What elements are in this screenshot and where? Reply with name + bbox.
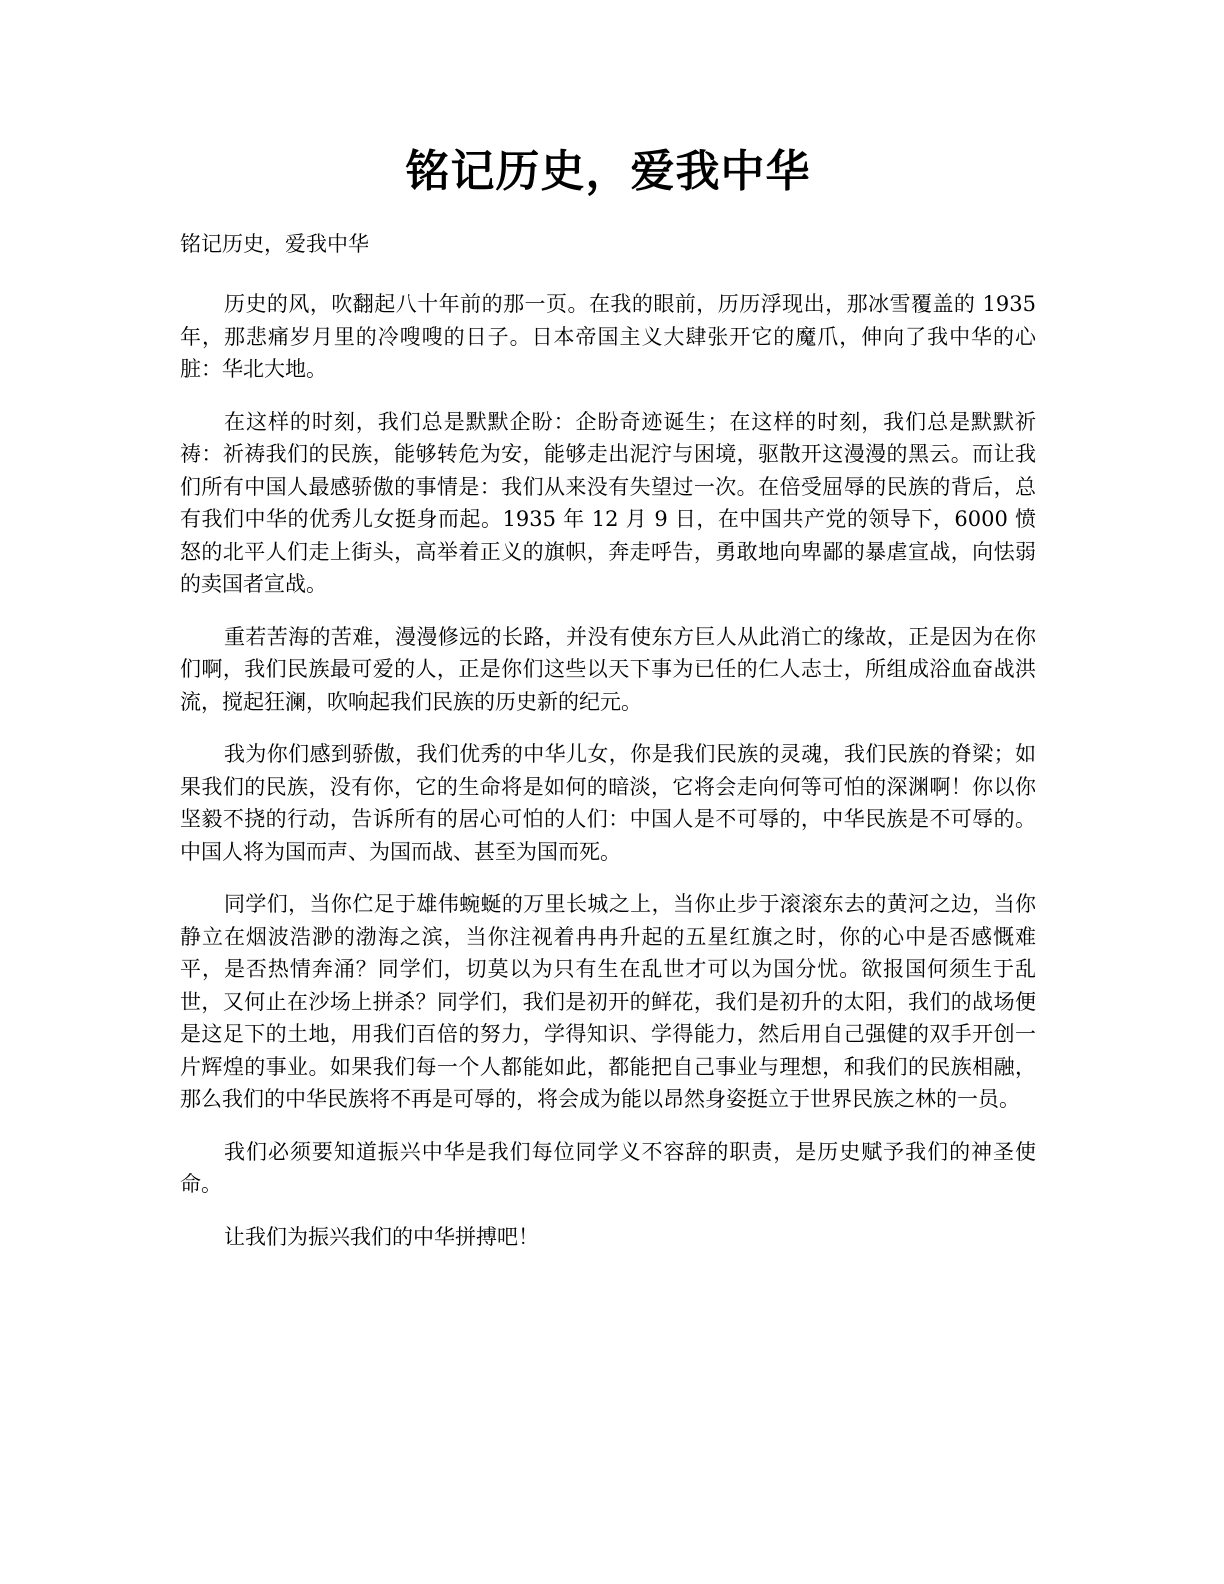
- paragraph-4: 我为你们感到骄傲，我们优秀的中华儿女，你是我们民族的灵魂，我们民族的脊梁；如果我们的民族，没有你，它的生命将是如何的暗淡，它将会走向何等可怕的深渊啊！你以你坚毅不挠的行动，告诉所有的居心可怕的人们：中国人是不可辱的，中华民族是不可辱的。中国人将为国而声、为国而战、甚至为国而死。: [180, 742, 1036, 864]
- paragraph-1: 历史的风，吹翻起八十年前的那一页。在我的眼前，历历浮现出，那冰雪覆盖的 1935 年，那悲痛岁月里的冷嗖嗖的日子。日本帝国主义大肆张开它的魔爪，伸向了我中华的心脏：华北大地。: [180, 292, 1036, 381]
- paragraph-5: 同学们，当你伫足于雄伟蜿蜒的万里长城之上，当你止步于滚滚东去的黄河之边，当你静立在烟波浩渺的渤海之滨，当你注视着冉冉升起的五星红旗之时，你的心中是否感慨难平，是否热情奔涌？同学们，切莫以为只有生在乱世才可以为国分忧。欲报国何须生于乱世，又何止在沙场上拼杀？同学们，我们是初开的鲜花，我们是初升的太阳，我们的战场便是这足下的土地，用我们百倍的努力，学得知识、学得能力，然后用自己强健的双手开创一片辉煌的事业。如果我们每一个人都能如此，都能把自己事业与理想，和我们的民族相融，那么我们的中华民族将不再是可辱的，将会成为能以昂然身姿挺立于世界民族之林的一员。: [180, 892, 1036, 1111]
- page-title: 铭记历史，爱我中华: [405, 146, 811, 197]
- paragraph-2: 在这样的时刻，我们总是默默企盼：企盼奇迹诞生；在这样的时刻，我们总是默默祈祷：祈祷我们的民族，能够转危为安，能够走出泥泞与困境，驱散开这漫漫的黑云。而让我们所有中国人最感骄傲的事情是：我们从来没有失望过一次。在倍受屈辱的民族的背后，总有我们中华的优秀儿女挺身而起。1935 年 12 月 9 日，在中国共产党的领导下，6000 愤怒的北平人们走上街头，高举着正义的旗帜，奔走呼告，勇敢地向卑鄙的暴虐宣战，向怯弱的卖国者宣战。: [180, 409, 1036, 596]
- document-subtitle: 铭记历史，爱我中华: [180, 232, 369, 256]
- paragraph-3: 重若苦海的苦难，漫漫修远的长路，并没有使东方巨人从此消亡的缘故，正是因为在你们啊，我们民族最可爱的人，正是你们这些以天下事为已任的仁人志士，所组成浴血奋战洪流，搅起狂澜，吹响起我们民族的历史新的纪元。: [180, 624, 1036, 714]
- paragraph-7: 让我们为振兴我们的中华拼搏吧！: [224, 1224, 539, 1249]
- paragraph-6: 我们必须要知道振兴中华是我们每位同学义不容辞的职责，是历史赋予我们的神圣使命。: [180, 1139, 1036, 1196]
- document-body: [180, 288, 1036, 1273]
